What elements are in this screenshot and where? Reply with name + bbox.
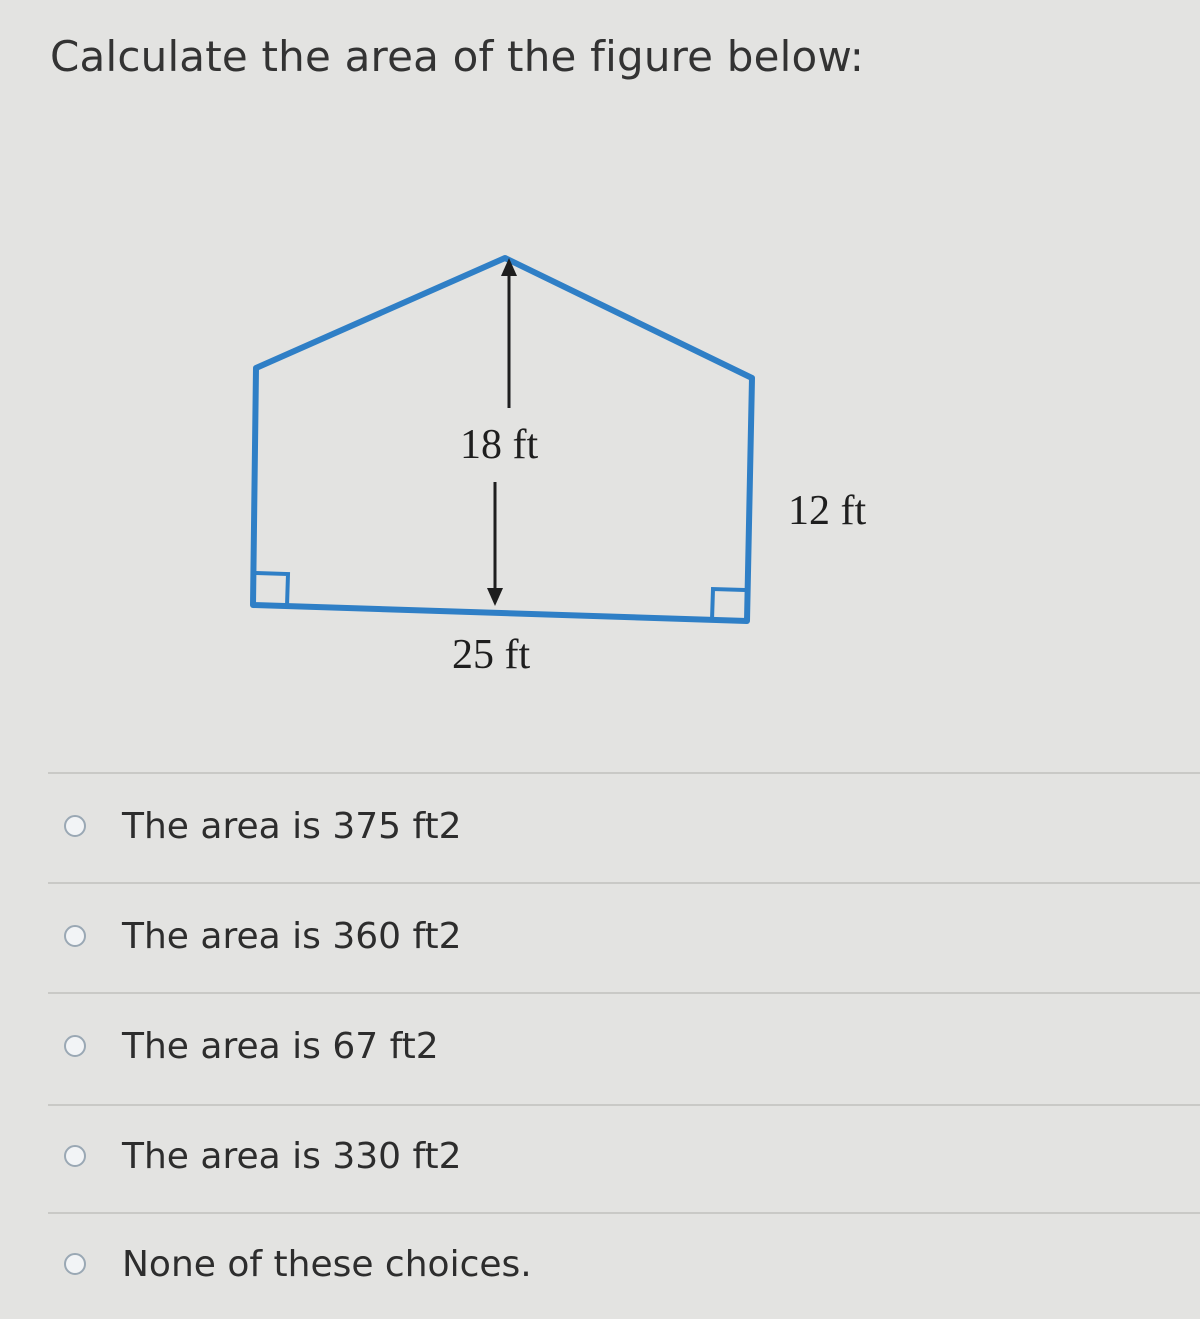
radio-button-icon[interactable]	[64, 815, 86, 837]
answer-option-label: The area is 67 ft2	[122, 1025, 439, 1067]
divider	[48, 1212, 1200, 1214]
answer-option-label: The area is 360 ft2	[122, 915, 462, 957]
divider	[48, 882, 1200, 884]
right-angle-marker-right	[712, 589, 745, 620]
answer-option-5[interactable]	[64, 1236, 532, 1292]
answer-option-1[interactable]	[64, 798, 462, 854]
radio-button-icon[interactable]	[64, 1253, 86, 1275]
side-label: 12 ft	[788, 488, 867, 534]
answer-option-label: The area is 330 ft2	[122, 1135, 462, 1177]
answer-option-4[interactable]	[64, 1128, 462, 1184]
right-angle-marker-left	[256, 573, 288, 606]
height-label: 18 ft	[460, 422, 539, 468]
answer-option-3[interactable]	[64, 1018, 439, 1074]
answer-option-2[interactable]	[64, 908, 462, 964]
answer-option-label: The area is 375 ft2	[122, 805, 462, 847]
radio-button-icon[interactable]	[64, 1145, 86, 1167]
answer-option-label: None of these choices.	[122, 1243, 532, 1285]
question-text: Calculate the area of the figure below:	[50, 32, 865, 81]
base-label: 25 ft	[452, 632, 531, 678]
divider	[48, 772, 1200, 774]
radio-button-icon[interactable]	[64, 925, 86, 947]
divider	[48, 992, 1200, 994]
height-arrow-down-head	[487, 588, 503, 606]
divider	[48, 1104, 1200, 1106]
radio-button-icon[interactable]	[64, 1035, 86, 1057]
